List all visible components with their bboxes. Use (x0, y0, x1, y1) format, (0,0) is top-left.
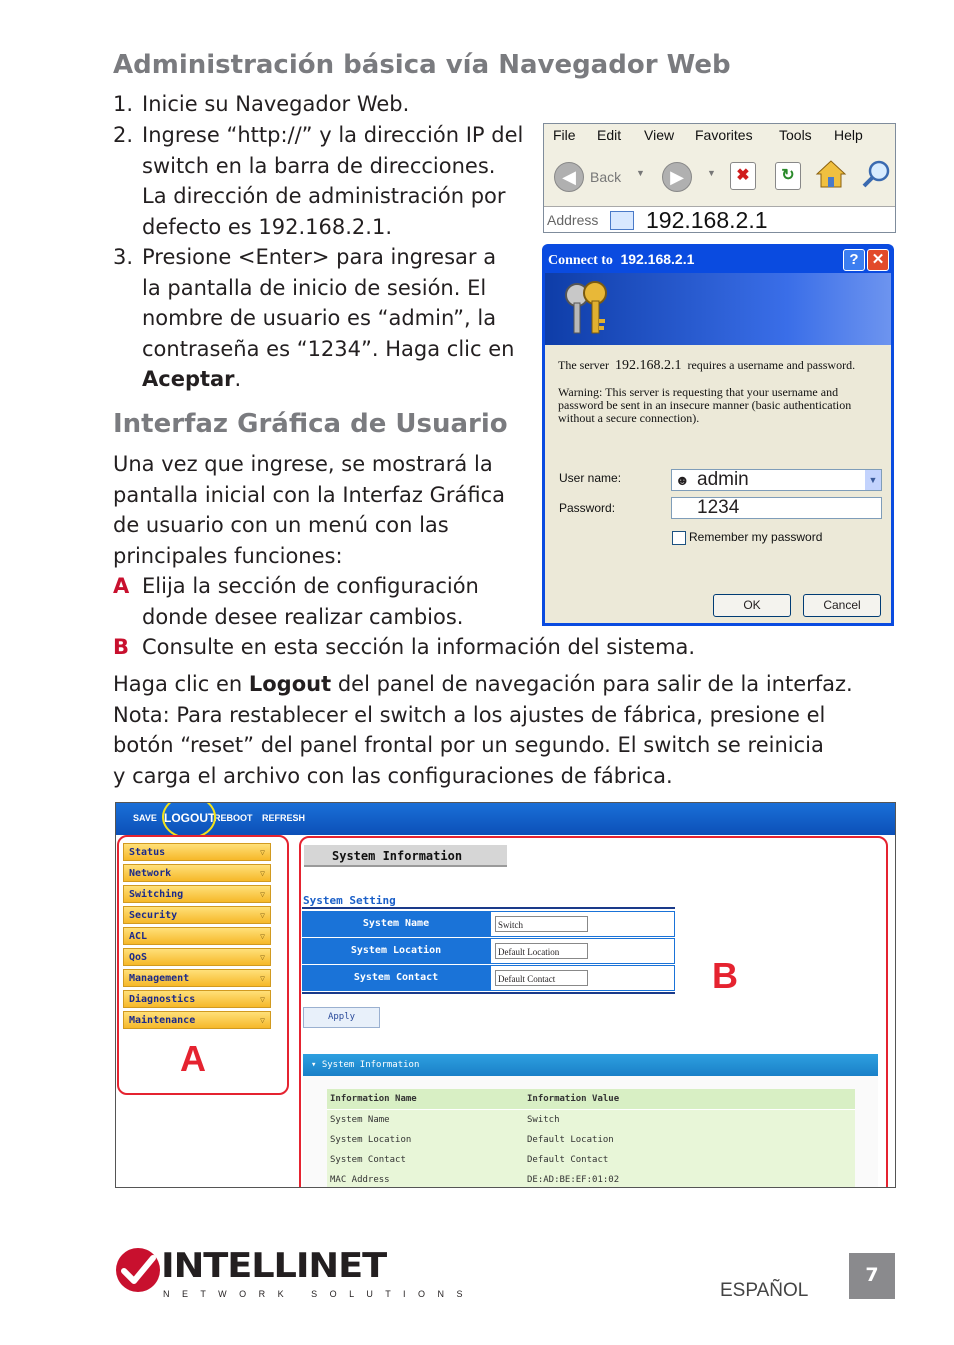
step-text: La dirección de administración por (142, 184, 506, 208)
menu-management[interactable]: Management ▽ (123, 969, 271, 987)
step-number: 1. (113, 92, 134, 116)
remember-checkbox[interactable] (672, 531, 686, 545)
menu-view[interactable]: View (644, 127, 675, 143)
dialog-title (548, 251, 694, 269)
back-arrow-icon[interactable]: ◀ (554, 162, 584, 192)
keys-icon (559, 279, 615, 339)
browser-menubar (544, 124, 895, 146)
section-heading-gui: Interfaz Gráfica de Usuario (113, 409, 508, 439)
dialog-banner (545, 273, 891, 345)
login-dialog-screenshot (542, 244, 894, 626)
home-icon[interactable] (815, 158, 847, 190)
page-title: System Information (304, 845, 507, 867)
system-contact-input[interactable]: Default Contact (495, 970, 588, 986)
menu-maintenance[interactable]: Maintenance ▽ (123, 1011, 271, 1029)
step-number: 3. (113, 245, 134, 269)
warning-message: Warning: This server is requesting that your username and password be sent in an insecure manner (basic authentication without a secure connection). (558, 385, 852, 425)
close-icon[interactable]: ✕ (867, 249, 889, 271)
refresh-icon[interactable]: ↻ (775, 162, 801, 190)
step-1 (113, 89, 533, 120)
remember-label: Remember my password (689, 530, 823, 544)
menu-network[interactable]: Network ▽ (123, 864, 271, 882)
chevron-down-icon: ▽ (260, 890, 265, 899)
setting-label: System Contact (302, 965, 490, 991)
username-value: admin (697, 469, 749, 490)
step-text: Ingrese “http://” y la dirección IP del (142, 123, 524, 147)
step-text: Inicie su Navegador Web. (142, 92, 410, 116)
apply-button[interactable]: Apply (303, 1007, 380, 1028)
info-table-header: Information Name Information Value (327, 1089, 855, 1110)
step-2 (113, 120, 533, 239)
password-field[interactable] (671, 497, 882, 519)
menu-help[interactable]: Help (834, 127, 863, 143)
page-icon (610, 211, 634, 230)
ok-button[interactable]: OK (713, 594, 791, 617)
user-icon: ☻ (675, 472, 690, 488)
menu-switching[interactable]: Switching ▽ (123, 885, 271, 903)
logout-link[interactable]: LOGOUT (164, 811, 216, 825)
menu-edit[interactable]: Edit (597, 127, 622, 143)
table-row: System Name Switch (327, 1110, 855, 1131)
step-text: defecto es 192.168.2.1. (142, 214, 392, 239)
chevron-down-icon: ▽ (260, 974, 265, 983)
info-header-bar: ▾ System Information (303, 1054, 878, 1076)
menu-diagnostics[interactable]: Diagnostics ▽ (123, 990, 271, 1008)
chevron-down-icon: ▽ (260, 953, 265, 962)
gui-intro: Una vez que ingrese, se mostrará la pantalla inicial con la Interfaz Gráfica de usuario con un menú con las principales funciones: (113, 452, 505, 568)
help-icon[interactable]: ? (843, 249, 865, 271)
menu-file[interactable]: File (553, 127, 576, 143)
back-label: Back (590, 169, 622, 185)
chevron-down-icon: ▽ (260, 1016, 265, 1025)
collapse-icon[interactable]: ▾ (311, 1060, 317, 1070)
forward-arrow-icon[interactable]: ▶ (662, 162, 692, 192)
password-value: 1234 (697, 497, 740, 518)
table-row: MAC Address DE:AD:BE:EF:01:02 (327, 1170, 855, 1188)
search-icon[interactable] (860, 158, 892, 190)
menu-security[interactable]: Security ▽ (123, 906, 271, 924)
setting-label: System Name (302, 911, 490, 937)
dialog-title-prefix: Connect to (548, 253, 613, 268)
intellinet-logo (114, 1246, 162, 1298)
step-text: contraseña es “1234”. Haga clic en (142, 336, 515, 361)
reboot-link[interactable]: REBOOT (214, 813, 253, 823)
menu-favorites[interactable]: Favorites (695, 127, 753, 143)
switch-ui-screenshot (115, 802, 896, 1188)
step-number: 2. (113, 123, 134, 147)
item-b-letter: B (113, 635, 130, 659)
password-label: Password: (559, 501, 616, 515)
menu-qos[interactable]: QoS ▽ (123, 948, 271, 966)
menu-status[interactable]: Status ▽ (123, 843, 271, 861)
system-location-input[interactable]: Default Location (495, 943, 588, 959)
back-dropdown-icon[interactable]: ▼ (636, 168, 645, 178)
menu-acl[interactable]: ACL ▽ (123, 927, 271, 945)
chevron-down-icon: ▽ (260, 995, 265, 1004)
section-b-label: B (712, 955, 738, 996)
step-punct: . (234, 367, 242, 391)
section-heading-admin: Administración básica vía Navegador Web (113, 50, 731, 80)
browser-toolbar-screenshot (543, 123, 896, 233)
section-a-label: A (180, 1038, 206, 1079)
setting-label: System Location (302, 938, 490, 964)
switch-topbar (116, 803, 895, 835)
item-b-text: Consulte en esta sección la información del sistema. (142, 635, 696, 659)
item-a: A Elija la sección de configuración donde desee realizar cambios. (113, 574, 479, 629)
dialog-title-host: 192.168.2.1 (620, 251, 695, 267)
browser-buttons (550, 152, 895, 196)
menu-tools[interactable]: Tools (779, 127, 812, 143)
chevron-down-icon[interactable]: ▼ (865, 470, 881, 490)
step-text: switch en la barra de direcciones. (142, 153, 496, 178)
server-message: The server 192.168.2.1 requires a username and password. (558, 358, 856, 373)
page-number: 7 (849, 1253, 895, 1299)
stop-icon[interactable]: ✖ (730, 162, 756, 190)
username-label: User name: (559, 471, 622, 485)
step-text: Presione <Enter> para ingresar a (142, 245, 497, 269)
step-bold-term: Aceptar (142, 367, 235, 391)
logout-paragraph: Haga clic en Logout del panel de navegación para salir de la interfaz. Nota: Para restablecer el switch a los ajustes de fábrica, presione el botón “reset” del panel frontal por un segundo. El switch se reinicia y carga el archivo con las configuraciones de fábrica. (113, 672, 853, 788)
dialog-body (545, 273, 891, 623)
item-a-letter: A (113, 574, 130, 598)
address-input[interactable]: 192.168.2.1 (646, 207, 768, 233)
chevron-down-icon: ▽ (260, 848, 265, 857)
table-row: System Location Default Location (327, 1130, 855, 1151)
cancel-button[interactable]: Cancel (803, 594, 881, 617)
section-b-outline (299, 836, 888, 1188)
item-b (113, 632, 696, 663)
setting-title: System Setting (303, 894, 396, 907)
address-bar (544, 206, 895, 232)
step-text: la pantalla de inicio de sesión. El (142, 275, 487, 300)
refresh-link[interactable]: REFRESH (262, 813, 306, 823)
chevron-down-icon: ▽ (260, 911, 265, 920)
brand-name: INTELLINET (161, 1246, 387, 1286)
address-label: Address (547, 212, 599, 228)
brand-tagline: N E T W O R K S O L U T I O N S (163, 1289, 468, 1299)
system-name-input[interactable]: Switch (495, 916, 588, 932)
step-text: nombre de usuario es “admin”, la (142, 306, 497, 330)
chevron-down-icon: ▽ (260, 869, 265, 878)
save-link[interactable]: SAVE (133, 813, 157, 823)
username-field[interactable] (671, 469, 882, 491)
chevron-down-icon: ▽ (260, 932, 265, 941)
forward-dropdown-icon[interactable]: ▼ (707, 168, 716, 178)
step-3 (113, 242, 533, 391)
table-row: System Contact Default Contact (327, 1150, 855, 1171)
language-label: ESPAÑOL (720, 1280, 809, 1301)
checkmark-logo-icon (114, 1246, 162, 1294)
